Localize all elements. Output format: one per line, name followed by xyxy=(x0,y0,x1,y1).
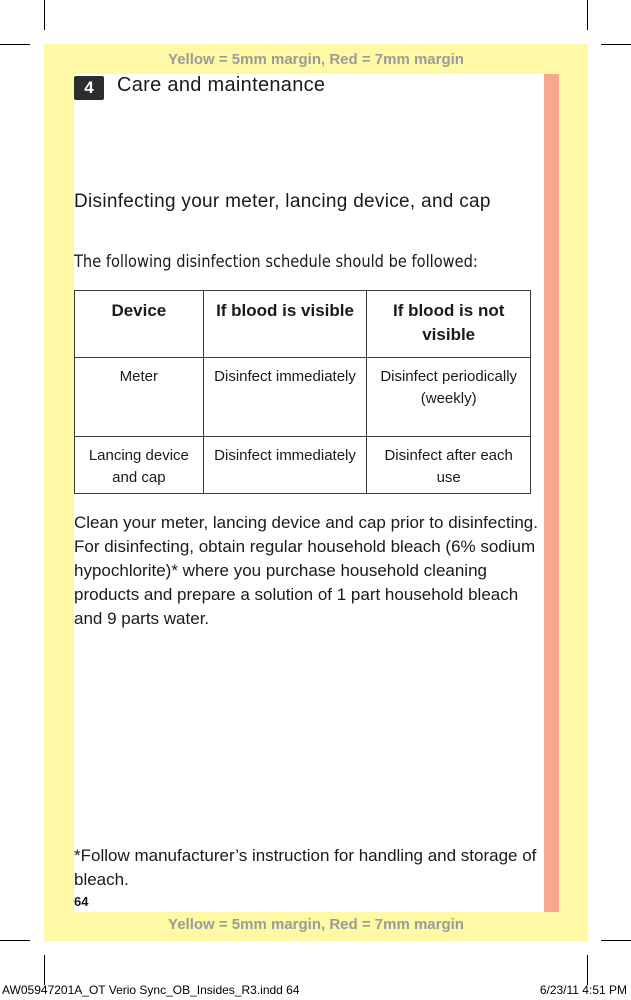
chapter-number-badge: 4 xyxy=(74,76,104,100)
page-number: 64 xyxy=(74,894,89,909)
footnote: *Follow manufacturer’s instruction for handling and storage of bleach. xyxy=(74,846,537,889)
margin-note-top: Yellow = 5mm margin, Red = 7mm margin xyxy=(168,51,464,68)
crop-mark xyxy=(587,0,588,30)
chapter-title: Care and maintenance xyxy=(117,74,326,96)
header-device: Device xyxy=(75,291,204,358)
slug-datetime: 6/23/11 4:51 PM xyxy=(539,983,627,997)
table-cell: Disinfect immediately xyxy=(203,358,367,437)
table-row xyxy=(75,358,531,437)
crop-mark xyxy=(587,955,588,985)
header-blood-visible: If blood is visible xyxy=(203,291,367,358)
section-heading: Disinfecting your meter, lancing device, and cap xyxy=(74,191,491,212)
crop-mark xyxy=(0,940,30,941)
intro-text: The following disinfection schedule should be followed: xyxy=(74,252,478,272)
table-cell: Disinfect immediately xyxy=(203,437,367,494)
header-blood-not-visible: If blood is not visible xyxy=(367,291,531,358)
table-cell: Disinfect periodically (weekly) xyxy=(367,358,531,437)
crop-mark xyxy=(0,44,30,45)
crop-mark xyxy=(601,44,631,45)
margin-note-bottom: Yellow = 5mm margin, Red = 7mm margin xyxy=(168,916,464,933)
table-cell: Disinfect after each use xyxy=(367,437,531,494)
table-cell: Meter xyxy=(75,358,204,437)
crop-mark xyxy=(601,940,631,941)
crop-mark xyxy=(44,955,45,985)
body-paragraph: Clean your meter, lancing device and cap prior to disinfecting. For disinfecting, obtain regular household bleach (6% sodium hypochlorite)* where you purchase household cleaning products and prepare a solution of 1 part household bleach and 9 parts water. xyxy=(74,513,538,628)
table-cell: Lancing device and cap xyxy=(75,437,204,494)
slug-filename: AW05947201A_OT Verio Sync_OB_Insides_R3.indd 64 xyxy=(2,983,300,997)
table-row xyxy=(75,437,531,494)
red-margin-strip xyxy=(544,74,559,912)
disinfection-schedule-table xyxy=(74,290,531,494)
crop-mark xyxy=(44,0,45,30)
table-header-row xyxy=(75,291,531,358)
